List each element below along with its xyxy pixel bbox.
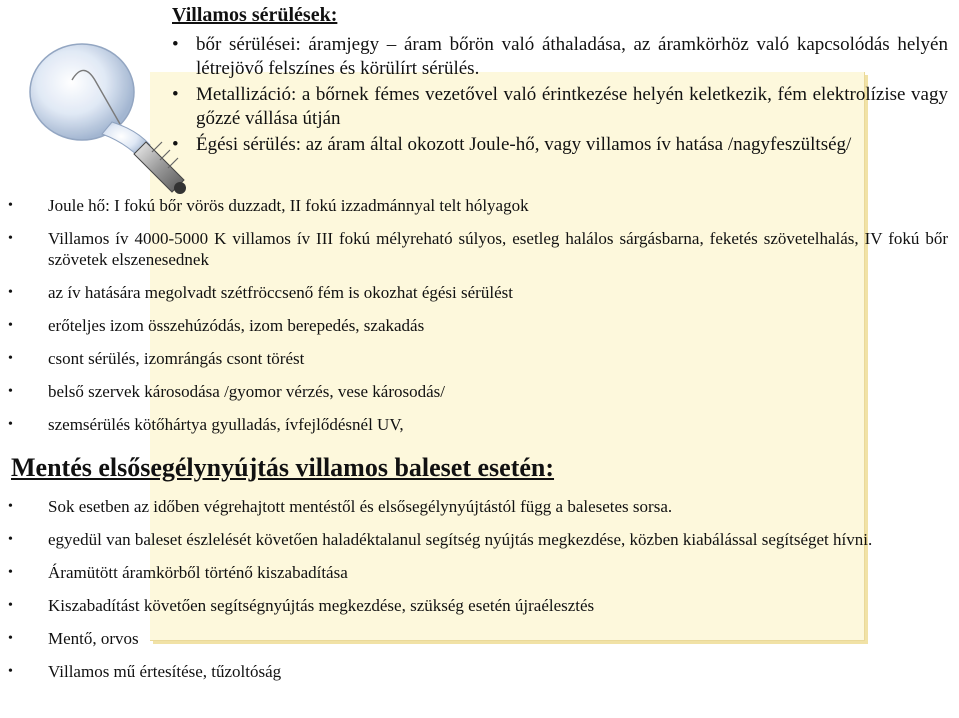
list-item: • erőteljes izom összehúzódás, izom berepedés, szakadás <box>8 316 425 335</box>
bullet-icon: • <box>8 565 13 580</box>
list-item: • Áramütött áramkörből történő kiszabadítása <box>8 563 348 582</box>
list-item: • Villamos ív 4000-5000 K villamos ív III fokú mélyreható súlyos, esetleg halálos sárgásbarna, feketés szövetelhalás, IV fokú bőr szövetek elszenesednek <box>8 229 948 269</box>
bullet-icon: • <box>172 34 179 55</box>
section-title-injuries: Villamos sérülések: <box>172 4 338 26</box>
bullet-icon: • <box>8 532 13 547</box>
bullet-icon: • <box>8 231 13 246</box>
bullet-icon: • <box>8 351 13 366</box>
bullet-icon: • <box>172 84 179 105</box>
list-item: • Égési sérülés: az áram által okozott Joule-hő, vagy villamos ív hatása /nagyfeszültség/ <box>172 134 852 155</box>
bullet-icon: • <box>8 499 13 514</box>
bullet-icon: • <box>8 598 13 613</box>
bullet-icon: • <box>8 384 13 399</box>
bullet-icon: • <box>8 417 13 432</box>
section-title-rescue: Mentés elsősegélynyújtás villamos baleset esetén: <box>11 453 555 482</box>
bullet-icon: • <box>8 664 13 679</box>
injury-details-list <box>8 195 948 447</box>
top-bullet-list <box>172 33 948 159</box>
bullet-icon: • <box>8 631 13 646</box>
list-item: • egyedül van baleset észlelését követően haladéktalanul segítség nyújtás megkezdése, közben kiabálással segítséget hívni. <box>8 530 873 549</box>
bullet-icon: • <box>8 318 13 333</box>
bullet-icon: • <box>172 134 179 155</box>
list-item: • az ív hatására megolvadt szétfröccsenő fém is okozhat égési sérülést <box>8 283 513 302</box>
list-item: • Kiszabadítást követően segítségnyújtás megkezdése, szükség esetén újraélesztés <box>8 596 595 615</box>
list-item: • szemsérülés kötőhártya gyulladás, ívfejlődésnél UV, <box>8 415 404 434</box>
list-item: • csont sérülés, izomrángás csont törést <box>8 349 305 368</box>
list-item: • Metallizáció: a bőrnek fémes vezetővel való érintkezése helyén keletkezik, fém elektrolízise vagy gőzzé vállása útján <box>172 84 948 129</box>
list-item: • Joule hő: I fokú bőr vörös duzzadt, II fokú izzadmánnyal telt hólyagok <box>8 196 529 215</box>
list-item: • bőr sérülései: áramjegy – áram bőrön való áthaladása, az áramkörhöz való kapcsolódás helyén létrejövő felszínes és körülírt sérülés. <box>172 34 948 79</box>
list-item: • Sok esetben az időben végrehajtott mentéstől és elsősegélynyújtástól függ a balesetes sorsa. <box>8 497 673 516</box>
bullet-icon: • <box>8 198 13 213</box>
rescue-steps-list <box>8 496 948 694</box>
list-item: • Villamos mű értesítése, tűzoltóság <box>8 662 282 681</box>
list-item: • Mentő, orvos <box>8 629 139 648</box>
list-item: • belső szervek károsodása /gyomor vérzés, vese károsodás/ <box>8 382 446 401</box>
bullet-icon: • <box>8 285 13 300</box>
